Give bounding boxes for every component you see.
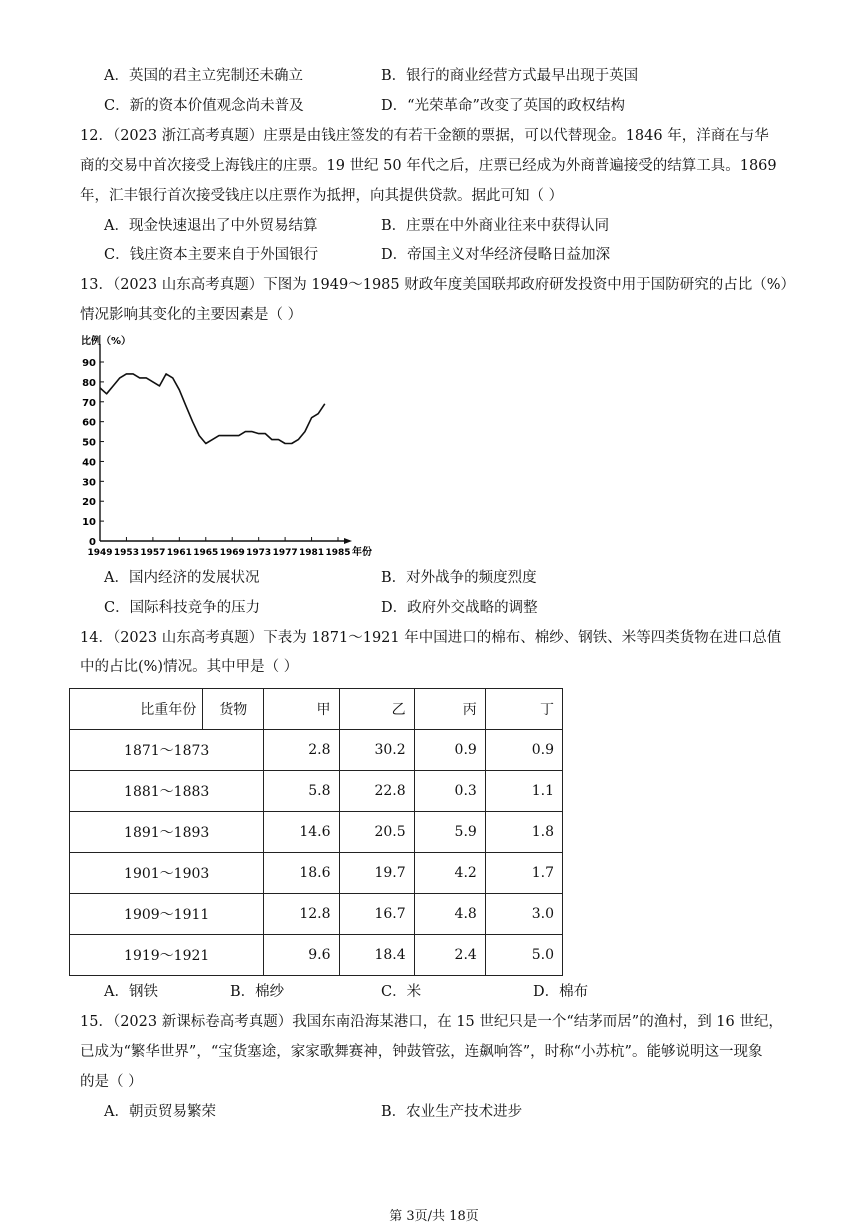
- x-tick-label: 1973: [246, 548, 272, 558]
- table-cell-value: 1.1: [485, 771, 562, 812]
- y-tick-label: 20: [82, 497, 96, 509]
- table-cell-value: 3.0: [485, 894, 562, 935]
- table-cell-value: 14.6: [264, 812, 339, 853]
- table-cell-value: 0.9: [414, 730, 485, 771]
- x-axis-label: 年份: [352, 547, 372, 558]
- q12-option-d: D．帝国主义对华经济侵略日益加深: [381, 247, 611, 263]
- q11-option-c: C．新的资本价值观念尚未普及: [104, 98, 304, 114]
- y-tick-label: 30: [82, 477, 96, 489]
- q13-option-d: D．政府外交战略的调整: [381, 600, 538, 616]
- table-col-header: 丙: [414, 689, 485, 730]
- q15-stem-line-3: 的是（ ）: [80, 1074, 143, 1090]
- table-row: [70, 730, 563, 771]
- q12-option-b: B．庄票在中外商业往来中获得认同: [381, 218, 610, 234]
- q14-option-b: B．棉纱: [230, 984, 285, 1000]
- table-cell-year: 1871～1873: [70, 730, 264, 771]
- table-cell-value: 18.6: [264, 853, 339, 894]
- table-row: [70, 894, 563, 935]
- table-row: [70, 853, 563, 894]
- q11-option-a: A．英国的君主立宪制还未确立: [104, 68, 303, 84]
- q14-option-a: A．钢铁: [104, 984, 158, 1000]
- q13-option-c: C．国际科技竞争的压力: [104, 600, 261, 616]
- q11-option-d: D．“光荣革命”改变了英国的政权结构: [381, 98, 625, 114]
- q12-option-c: C．钱庄资本主要来自于外国银行: [104, 247, 319, 263]
- x-tick-label: 1969: [219, 548, 245, 558]
- q12-stem-line-2: 商的交易中首次接受上海钱庄的庄票。19 世纪 50 年代之后，庄票已经成为外商普遍接受的结算工具。1869: [80, 158, 777, 174]
- table-col-header: 甲: [264, 689, 339, 730]
- y-tick-label: 40: [82, 457, 96, 469]
- q14-stem-line-2: 中的占比(%)情况。其中甲是（ ）: [80, 659, 299, 675]
- table-cell-value: 2.8: [264, 730, 339, 771]
- table-cell-value: 5.9: [414, 812, 485, 853]
- table-corner-left: 比重年份: [70, 689, 203, 730]
- q13-stem-line-1: 13．（2023 山东高考真题）下图为 1949～1985 财政年度美国联邦政府研发投资中用于国防研究的占比（%）: [80, 277, 796, 293]
- table-cell-value: 19.7: [339, 853, 414, 894]
- x-tick-label: 1985: [325, 548, 351, 558]
- table-cell-value: 12.8: [264, 894, 339, 935]
- y-tick-label: 50: [82, 437, 96, 449]
- x-tick-label: 1949: [87, 548, 113, 558]
- table-cell-value: 2.4: [414, 935, 485, 976]
- table-cell-value: 20.5: [339, 812, 414, 853]
- q13-stem-line-2: 情况影响其变化的主要因素是（ ）: [80, 307, 303, 323]
- table-cell-value: 1.7: [485, 853, 562, 894]
- x-axis-arrow: [344, 538, 352, 544]
- table-cell-year: 1901～1903: [70, 853, 264, 894]
- q15-stem-line-1: 15．（2023 新课标卷高考真题）我国东南沿海某港口，在 15 世纪只是一个“结茅而居”的渔村，到 16 世纪，: [80, 1014, 783, 1030]
- table-cell-year: 1891～1893: [70, 812, 264, 853]
- q14-option-c: C．米: [381, 984, 422, 1000]
- table-cell-value: 4.8: [414, 894, 485, 935]
- table-cell-year: 1909～1911: [70, 894, 264, 935]
- line-chart: [78, 330, 388, 560]
- q15-stem-line-2: 已成为“繁华世界”，“宝货塞途，家家歌舞赛神，钟鼓管弦，连飙响答”，时称“小苏杭”。能够说明这一现象: [80, 1044, 763, 1060]
- table-corner-right: 货物: [203, 689, 264, 730]
- q12-stem-line-1: 12．（2023 浙江高考真题）庄票是由钱庄签发的有若干金额的票据，可以代替现金。1846 年，洋商在与华: [80, 128, 769, 144]
- series-line-0: [100, 374, 325, 444]
- table-cell-value: 1.8: [485, 812, 562, 853]
- table-cell-value: 5.0: [485, 935, 562, 976]
- q15-option-b: B．农业生产技术进步: [381, 1104, 523, 1120]
- y-axis-label: 比例（%）: [81, 336, 132, 347]
- table-cell-value: 5.8: [264, 771, 339, 812]
- table-cell-value: 16.7: [339, 894, 414, 935]
- table-col-header: 丁: [485, 689, 562, 730]
- table-cell-value: 30.2: [339, 730, 414, 771]
- q12-stem-line-3: 年，汇丰银行首次接受钱庄以庄票作为抵押，向其提供贷款。据此可知（ ）: [80, 188, 564, 204]
- table-cell-value: 22.8: [339, 771, 414, 812]
- x-tick-label: 1981: [299, 548, 325, 558]
- q14-stem-line-1: 14．（2023 山东高考真题）下表为 1871～1921 年中国进口的棉布、棉纱、钢铁、米等四类货物在进口总值: [80, 630, 782, 646]
- table-cell-value: 9.6: [264, 935, 339, 976]
- import-share-table: [69, 688, 563, 976]
- x-tick-label: 1977: [272, 548, 298, 558]
- q14-option-d: D．棉布: [533, 984, 589, 1000]
- y-tick-label: 0: [89, 537, 96, 548]
- y-tick-label: 60: [82, 417, 96, 429]
- y-tick-label: 70: [82, 397, 96, 409]
- x-tick-label: 1965: [193, 548, 219, 558]
- table-row: [70, 771, 563, 812]
- table-cell-value: 0.9: [485, 730, 562, 771]
- q15-option-a: A．朝贡贸易繁荣: [104, 1104, 216, 1120]
- q11-option-b: B．银行的商业经营方式最早出现于英国: [381, 68, 639, 84]
- table-row: [70, 935, 563, 976]
- page-footer: 第 3页/共 18页: [389, 1209, 479, 1224]
- q12-option-a: A．现金快速退出了中外贸易结算: [104, 218, 318, 234]
- q13-option-b: B．对外战争的频度烈度: [381, 570, 537, 586]
- y-tick-label: 80: [82, 377, 96, 389]
- table-col-header: 乙: [339, 689, 414, 730]
- q13-option-a: A．国内经济的发展状况: [104, 570, 260, 586]
- table-cell-year: 1919～1921: [70, 935, 264, 976]
- y-tick-label: 90: [82, 358, 96, 369]
- x-tick-label: 1953: [113, 548, 139, 558]
- table-cell-value: 0.3: [414, 771, 485, 812]
- table-cell-value: 18.4: [339, 935, 414, 976]
- x-tick-label: 1957: [140, 548, 166, 558]
- table-cell-value: 4.2: [414, 853, 485, 894]
- table-row: [70, 812, 563, 853]
- table-header-row: [70, 689, 563, 730]
- table-cell-year: 1881～1883: [70, 771, 264, 812]
- x-tick-label: 1961: [166, 548, 192, 558]
- y-tick-label: 10: [82, 517, 96, 529]
